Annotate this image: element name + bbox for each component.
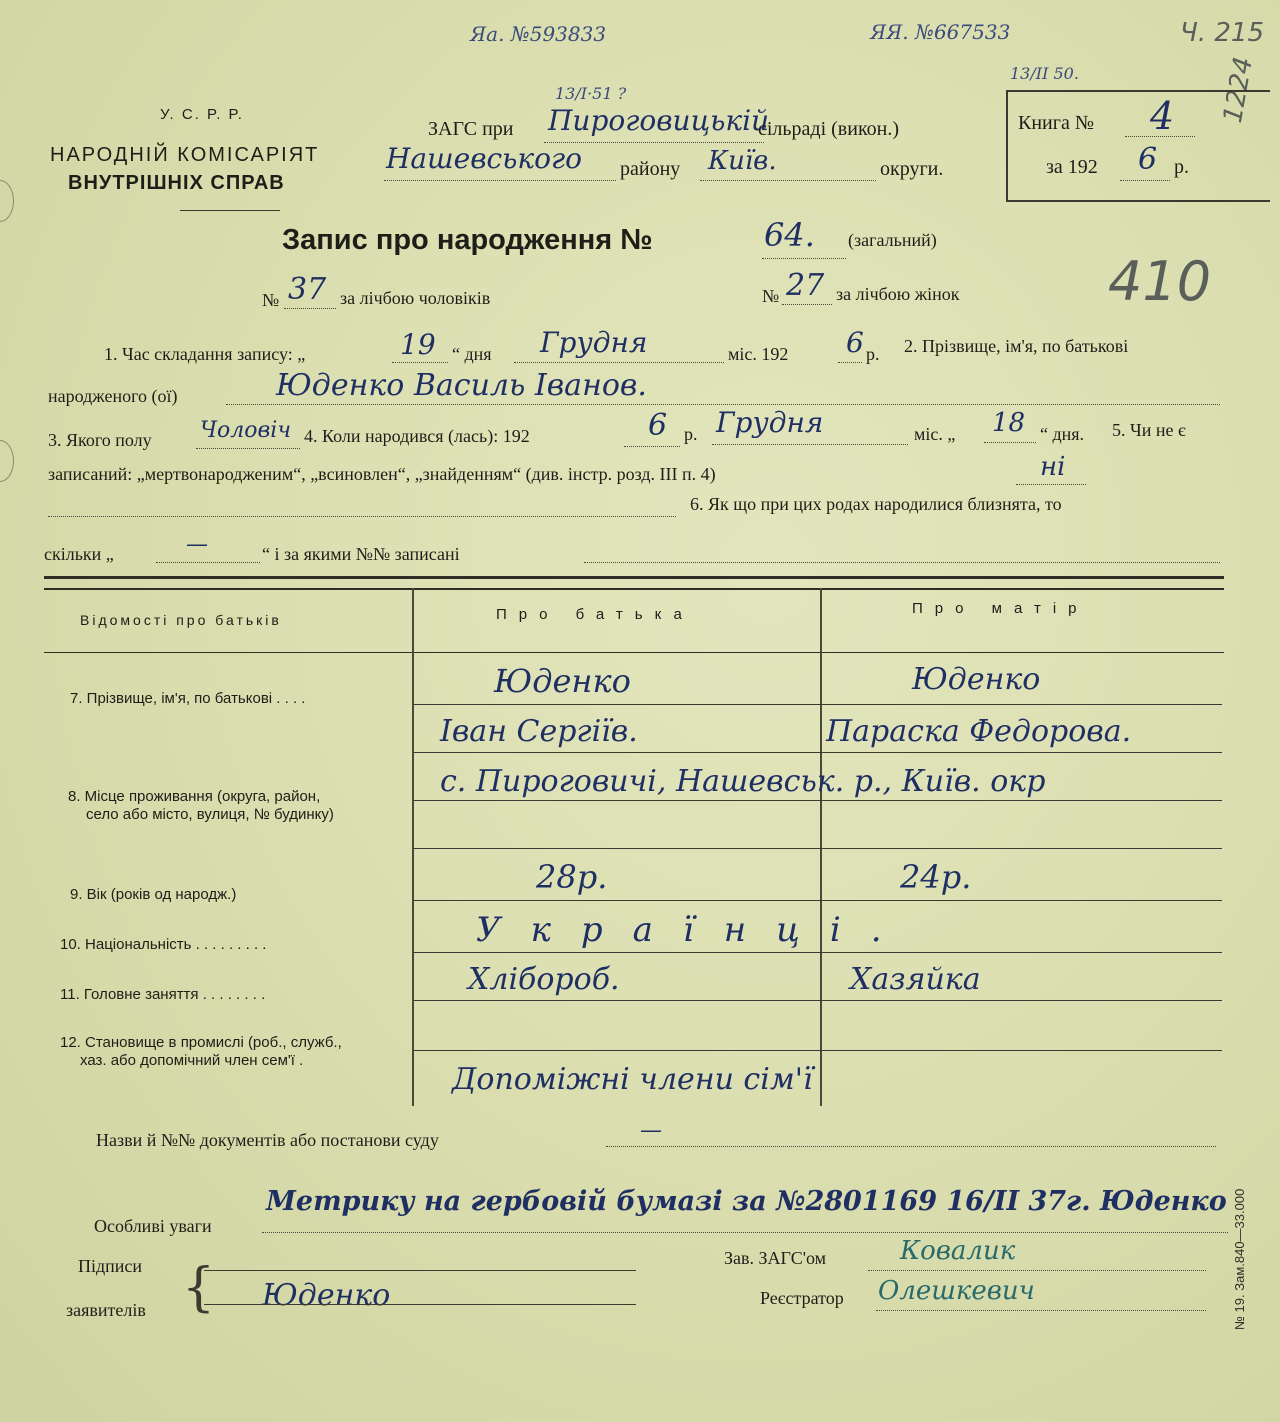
q1-day: 19 [400,328,436,361]
book-label: Книга № [1018,112,1094,134]
q4-month-line [712,444,908,445]
q2-label-2: народженого (ої) [48,386,178,406]
father-name: Іван Сергіїв. [440,714,638,749]
q4-year: 6 [648,408,668,443]
republic-label: У. С. Р. Р. [160,106,244,123]
women-label: за лічбою жінок [836,284,960,304]
header-divider [180,210,280,211]
row-11-label: 11. Головне заняття . . . . . . . . [60,986,266,1003]
punch-hole-middle [0,440,14,482]
head-label: Зав. ЗАГС'ом [724,1248,826,1268]
q4-label: 4. Коли народився (лась): 192 [304,426,530,446]
notes-label: Особливі уваги [94,1216,212,1236]
head-signature: Ковалик [900,1236,1016,1266]
q1-day-line [392,362,448,363]
q1-day-word: “ дня [452,344,492,364]
record-number-line [762,258,846,259]
archive-note-right: ЯЯ. №667533 [870,20,1011,44]
signatures-label-2: заявителів [66,1300,146,1320]
row-10-line [414,952,1222,953]
q4-day: 18 [992,408,1026,438]
okruha-line [700,180,876,181]
record-number: 64. [764,216,815,254]
women-count-line [782,304,832,305]
head-line [868,1270,1206,1271]
documents-line [606,1146,1216,1147]
q3-line [196,448,300,449]
archive-note-right-date: 13/ІІ 50. [1010,64,1079,83]
table-header-father: Про батька [496,606,694,623]
documents-label: Назви й №№ документів або постанови суду [96,1130,439,1150]
row-11-line [414,1000,1222,1001]
row-9-line [414,900,1222,901]
archive-corner-number: Ч. 215 [1180,18,1264,48]
year-suffix: р. [1174,156,1189,178]
q4-year-line [624,446,680,447]
year-value: 6 [1138,142,1158,177]
q4-day-line [984,442,1036,443]
q4-r: р. [684,424,698,444]
archive-note-left-date: 13/І·51 ? [555,84,627,103]
q6-label-2: скільки „ [44,544,114,564]
q5-label-2: записаний: „мертвонародженим“, „всиновлен“, „знайденням“ (див. інстр. розд. III п. 4) [48,464,716,484]
row-7-label: 7. Прізвище, ім'я, по батькові . . . . [70,690,306,707]
q6-label-3: “ і за якими №№ записані [262,544,460,564]
residence-value: с. Пироговичі, Нашевськ. р., Київ. окр [440,764,1046,799]
q2-value: Юденко Василь Іванов. [276,368,647,403]
q3-label: 3. Якого полу [48,430,152,450]
q4-day-word: “ дня. [1040,424,1085,444]
table-col-divider-2 [820,588,822,1106]
row-12-line [414,1050,1222,1051]
row-10-label: 10. Національність . . . . . . . . . [60,936,267,953]
district-label: району [620,158,681,180]
mother-age: 24р. [900,858,972,896]
archive-corner-number-2: 1224 [1218,54,1260,126]
punch-hole-top [0,180,14,222]
father-surname: Юденко [494,662,631,700]
table-top-rule-1 [44,576,1224,579]
print-mark: № 19. Зам.840—33.000 [1232,1188,1247,1330]
q6-value-line [156,562,260,563]
mother-surname: Юденко [912,662,1041,697]
book-value: 4 [1150,94,1175,138]
men-label: за лічбою чоловіків [340,288,491,308]
q1-label: 1. Час складання запису: „ [104,344,306,364]
district-value: Нашевського [386,142,583,175]
q3-value: Чоловіч [200,418,292,443]
table-top-rule-2 [44,588,1224,590]
signatures-line-1 [204,1270,636,1271]
q1-year-line [838,362,862,363]
zags-suffix: сільраді (викон.) [758,118,900,140]
registrar-label: Реєстратор [760,1288,844,1308]
notes-line [262,1232,1228,1233]
row-7-line-1 [414,704,1222,705]
q1-year: 6 [846,326,864,359]
table-header-parents: Відомості про батьків [80,612,282,628]
q6-value: — [186,532,208,557]
okruha-value: Київ. [708,146,777,176]
q1-month: Грудня [540,326,648,359]
registrar-signature: Олешкевич [878,1276,1035,1306]
commissariat-line-2: ВНУТРІШНІХ СПРАВ [68,172,285,194]
table-col-divider-1 [412,588,414,1106]
applicant-signature: Юденко [262,1278,391,1313]
q1-month-line [514,362,724,363]
q1-r: р. [866,344,880,364]
pencil-number: 410 [1108,250,1212,313]
book-line [1125,136,1195,137]
year-line [1120,180,1170,181]
row-8-label-2: село або місто, вулиця, № будинку) [86,806,334,823]
q4-month: Грудня [716,406,824,439]
mother-occupation: Хазяйка [850,962,981,997]
women-count: 27 [786,268,825,303]
zags-prefix: ЗАГС при [428,118,514,140]
q4-mis: міс. „ [914,424,956,444]
mother-name: Параска Федорова. [826,714,1132,749]
commissariat-line-1: НАРОДНІЙ КОМІСАРІЯТ [50,144,320,166]
q5-blank-line [48,516,676,517]
family-status-value: Допоміжні члени сім'ї [452,1062,813,1097]
row-7-line-2 [414,752,1222,753]
row-8-line [414,800,1222,801]
title-suffix: (загальний) [848,230,937,250]
row-12-label-2: хаз. або допомічний член сем'ї . [80,1052,304,1069]
notes-value: Метрику на гербовій бумазі за №2801169 16/ІІ 37г. Юденко [266,1186,1227,1217]
signatures-label-1: Підписи [78,1256,143,1276]
q5-value: ні [1040,452,1066,482]
q6-blank-line [584,562,1220,563]
row-9-label: 9. Вік (років од народж.) [70,886,237,903]
father-age: 28р. [536,858,608,896]
year-label: за 192 [1046,156,1098,178]
men-count-line [284,308,336,309]
table-header-rule [44,652,1224,653]
men-prefix: № [262,290,280,310]
zags-village: Пироговицькій [548,104,770,137]
q1-mis: міс. 192 [728,344,789,364]
row-8-label: 8. Місце проживання (округа, район, [68,788,321,805]
men-count: 37 [288,272,327,307]
okruha-label: округи. [880,158,944,180]
q2-label: 2. Прізвище, ім'я, по батькові [904,336,1129,356]
q5-label: 5. Чи не є [1112,420,1186,440]
archive-note-left: Яа. №593833 [470,22,607,46]
registrar-line [876,1310,1206,1311]
table-header-mother: Про матір [912,600,1089,617]
row-12-label: 12. Становище в промислі (роб., служб., [60,1034,342,1051]
women-prefix: № [762,286,780,306]
signatures-brace: { [182,1258,216,1318]
nationality-value: Українці. [476,910,912,950]
q5-line [1016,484,1086,485]
q6-label: 6. Як що при цих родах народилися близнята, то [690,494,1062,514]
district-line [384,180,616,181]
signatures-line-2 [204,1304,636,1305]
father-occupation: Хлібороб. [468,962,620,997]
row-8-line-2 [414,848,1222,849]
q2-line [226,404,1220,405]
page-title: Запис про народження № [282,224,653,256]
documents-value: — [640,1118,662,1143]
